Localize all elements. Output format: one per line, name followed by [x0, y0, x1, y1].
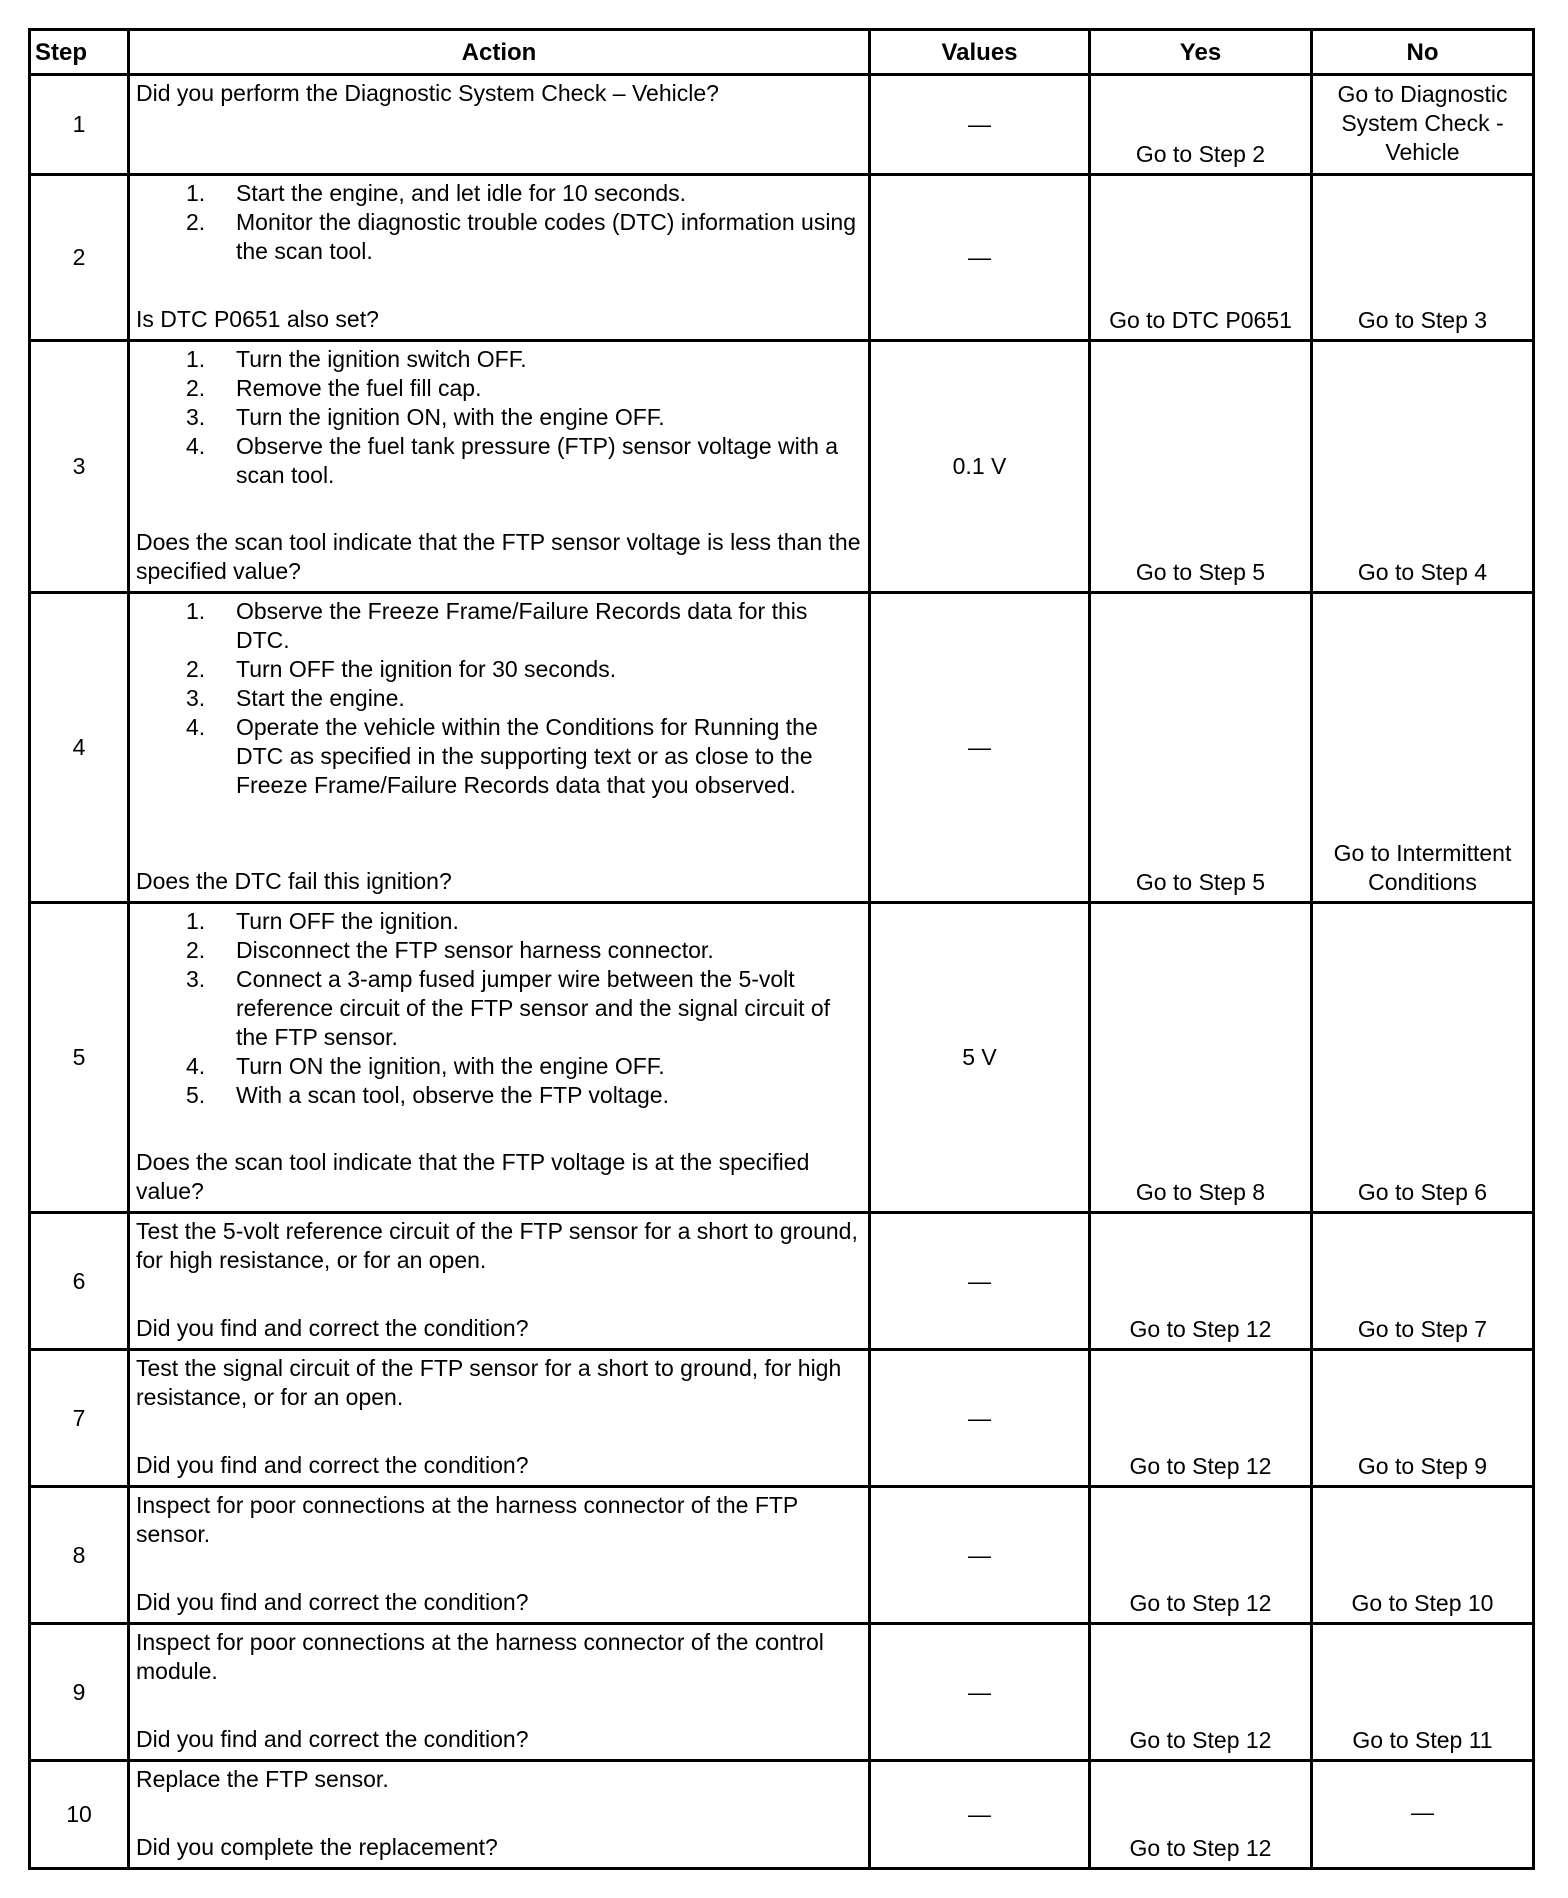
no-cell: Go to Step 6 — [1312, 903, 1534, 1213]
table-row — [30, 1487, 1534, 1624]
no-cell: Go to Intermittent Conditions — [1312, 593, 1534, 903]
action-cell — [129, 175, 870, 341]
yes-cell: Go to Step 12 — [1090, 1213, 1312, 1350]
action-step-item: 1. Turn the ignition switch OFF. — [186, 346, 527, 372]
value-cell: — — [870, 1487, 1090, 1624]
action-step-item: 4. Turn ON the ignition, with the engine OFF. — [186, 1053, 665, 1079]
action-step-item: 1. Start the engine, and let idle for 10 seconds. — [186, 180, 687, 206]
no-cell: Go to Step 3 — [1312, 175, 1534, 341]
step-number: 2 — [30, 175, 129, 341]
action-step-item: 2. Remove the fuel fill cap. — [186, 375, 482, 401]
yes-cell: Go to Step 8 — [1090, 903, 1312, 1213]
action-cell — [129, 1624, 870, 1761]
yes-cell: Go to Step 12 — [1090, 1624, 1312, 1761]
action-question: Does the DTC fail this ignition? — [136, 868, 452, 894]
action-cell — [129, 75, 870, 175]
action-text: Inspect for poor connections at the harness connector of the FTP sensor. — [136, 1492, 798, 1547]
table-row — [30, 903, 1534, 1213]
action-cell — [129, 1350, 870, 1487]
action-step-item: 1. Turn OFF the ignition. — [186, 908, 459, 934]
header-yes: Yes — [1090, 30, 1312, 75]
action-text: Replace the FTP sensor. — [136, 1766, 389, 1792]
header-values: Values — [870, 30, 1090, 75]
action-cell — [129, 1213, 870, 1350]
no-cell: — — [1312, 1761, 1534, 1869]
yes-cell: Go to Step 12 — [1090, 1761, 1312, 1869]
action-text: Test the 5-volt reference circuit of the FTP sensor for a short to ground, for high resistance, or for an open. — [136, 1218, 858, 1273]
table-row — [30, 1350, 1534, 1487]
action-cell — [129, 341, 870, 593]
step-number: 3 — [30, 341, 129, 593]
action-question: Did you perform the Diagnostic System Check – Vehicle? — [136, 80, 719, 106]
action-question: Did you find and correct the condition? — [136, 1315, 529, 1341]
action-step-item: 3. Connect a 3-amp fused jumper wire between the 5-volt reference circuit of the FTP sensor and the signal circuit of the FTP sensor. — [186, 966, 831, 1050]
no-cell: Go to Step 4 — [1312, 341, 1534, 593]
action-steps — [136, 345, 862, 490]
action-question: Does the scan tool indicate that the FTP voltage is at the specified value? — [136, 1149, 810, 1204]
action-cell — [129, 903, 870, 1213]
action-step-item: 1. Observe the Freeze Frame/Failure Records data for this DTC. — [186, 598, 808, 653]
yes-cell: Go to Step 12 — [1090, 1487, 1312, 1624]
action-text: Inspect for poor connections at the harness connector of the control module. — [136, 1629, 824, 1684]
value-cell: — — [870, 1350, 1090, 1487]
step-number: 9 — [30, 1624, 129, 1761]
yes-cell: Go to Step 5 — [1090, 341, 1312, 593]
header-no: No — [1312, 30, 1534, 75]
action-step-item: 5. With a scan tool, observe the FTP voltage. — [186, 1082, 669, 1108]
action-steps — [136, 907, 862, 1110]
action-step-item: 4. Operate the vehicle within the Conditions for Running the DTC as specified in the supporting text or as close to the Freeze Frame/Failure Records data that you observed. — [186, 714, 818, 798]
header-action: Action — [129, 30, 870, 75]
no-cell: Go to Diagnostic System Check - Vehicle — [1312, 75, 1534, 175]
table-row — [30, 593, 1534, 903]
action-step-item: 2. Disconnect the FTP sensor harness connector. — [186, 937, 714, 963]
step-number: 8 — [30, 1487, 129, 1624]
action-cell — [129, 1761, 870, 1869]
action-question: Did you find and correct the condition? — [136, 1452, 529, 1478]
value-cell: — — [870, 1213, 1090, 1350]
value-cell: — — [870, 175, 1090, 341]
value-cell: — — [870, 1761, 1090, 1869]
value-cell: — — [870, 593, 1090, 903]
value-cell: 5 V — [870, 903, 1090, 1213]
value-cell: — — [870, 1624, 1090, 1761]
table-row — [30, 341, 1534, 593]
action-steps — [136, 179, 862, 266]
value-cell: — — [870, 75, 1090, 175]
table-row — [30, 1624, 1534, 1761]
table-row — [30, 1213, 1534, 1350]
diagnostic-table — [28, 28, 1535, 1870]
step-number: 1 — [30, 75, 129, 175]
step-number: 6 — [30, 1213, 129, 1350]
action-step-item: 3. Turn the ignition ON, with the engine OFF. — [186, 404, 665, 430]
yes-cell: Go to Step 2 — [1090, 75, 1312, 175]
action-question: Did you find and correct the condition? — [136, 1726, 529, 1752]
action-cell — [129, 1487, 870, 1624]
action-question: Does the scan tool indicate that the FTP sensor voltage is less than the specified value? — [136, 529, 861, 584]
value-cell: 0.1 V — [870, 341, 1090, 593]
action-question: Did you find and correct the condition? — [136, 1589, 529, 1615]
header-row — [30, 30, 1534, 75]
action-step-item: 2. Monitor the diagnostic trouble codes (DTC) information using the scan tool. — [186, 209, 857, 264]
action-text: Test the signal circuit of the FTP sensor for a short to ground, for high resistance, or for an open. — [136, 1355, 842, 1410]
table-row — [30, 75, 1534, 175]
yes-cell: Go to DTC P0651 — [1090, 175, 1312, 341]
yes-cell: Go to Step 12 — [1090, 1350, 1312, 1487]
action-cell — [129, 593, 870, 903]
step-number: 5 — [30, 903, 129, 1213]
table-row — [30, 1761, 1534, 1869]
action-step-item: 2. Turn OFF the ignition for 30 seconds. — [186, 656, 617, 682]
step-number: 7 — [30, 1350, 129, 1487]
action-question: Is DTC P0651 also set? — [136, 306, 379, 332]
no-cell: Go to Step 7 — [1312, 1213, 1534, 1350]
action-step-item: 3. Start the engine. — [186, 685, 405, 711]
yes-cell: Go to Step 5 — [1090, 593, 1312, 903]
no-cell: Go to Step 11 — [1312, 1624, 1534, 1761]
action-question: Did you complete the replacement? — [136, 1834, 498, 1860]
table-row — [30, 175, 1534, 341]
no-cell: Go to Step 10 — [1312, 1487, 1534, 1624]
action-steps — [136, 597, 862, 800]
header-step: Step — [30, 30, 129, 75]
action-step-item: 4. Observe the fuel tank pressure (FTP) sensor voltage with a scan tool. — [186, 433, 839, 488]
step-number: 10 — [30, 1761, 129, 1869]
step-number: 4 — [30, 593, 129, 903]
no-cell: Go to Step 9 — [1312, 1350, 1534, 1487]
